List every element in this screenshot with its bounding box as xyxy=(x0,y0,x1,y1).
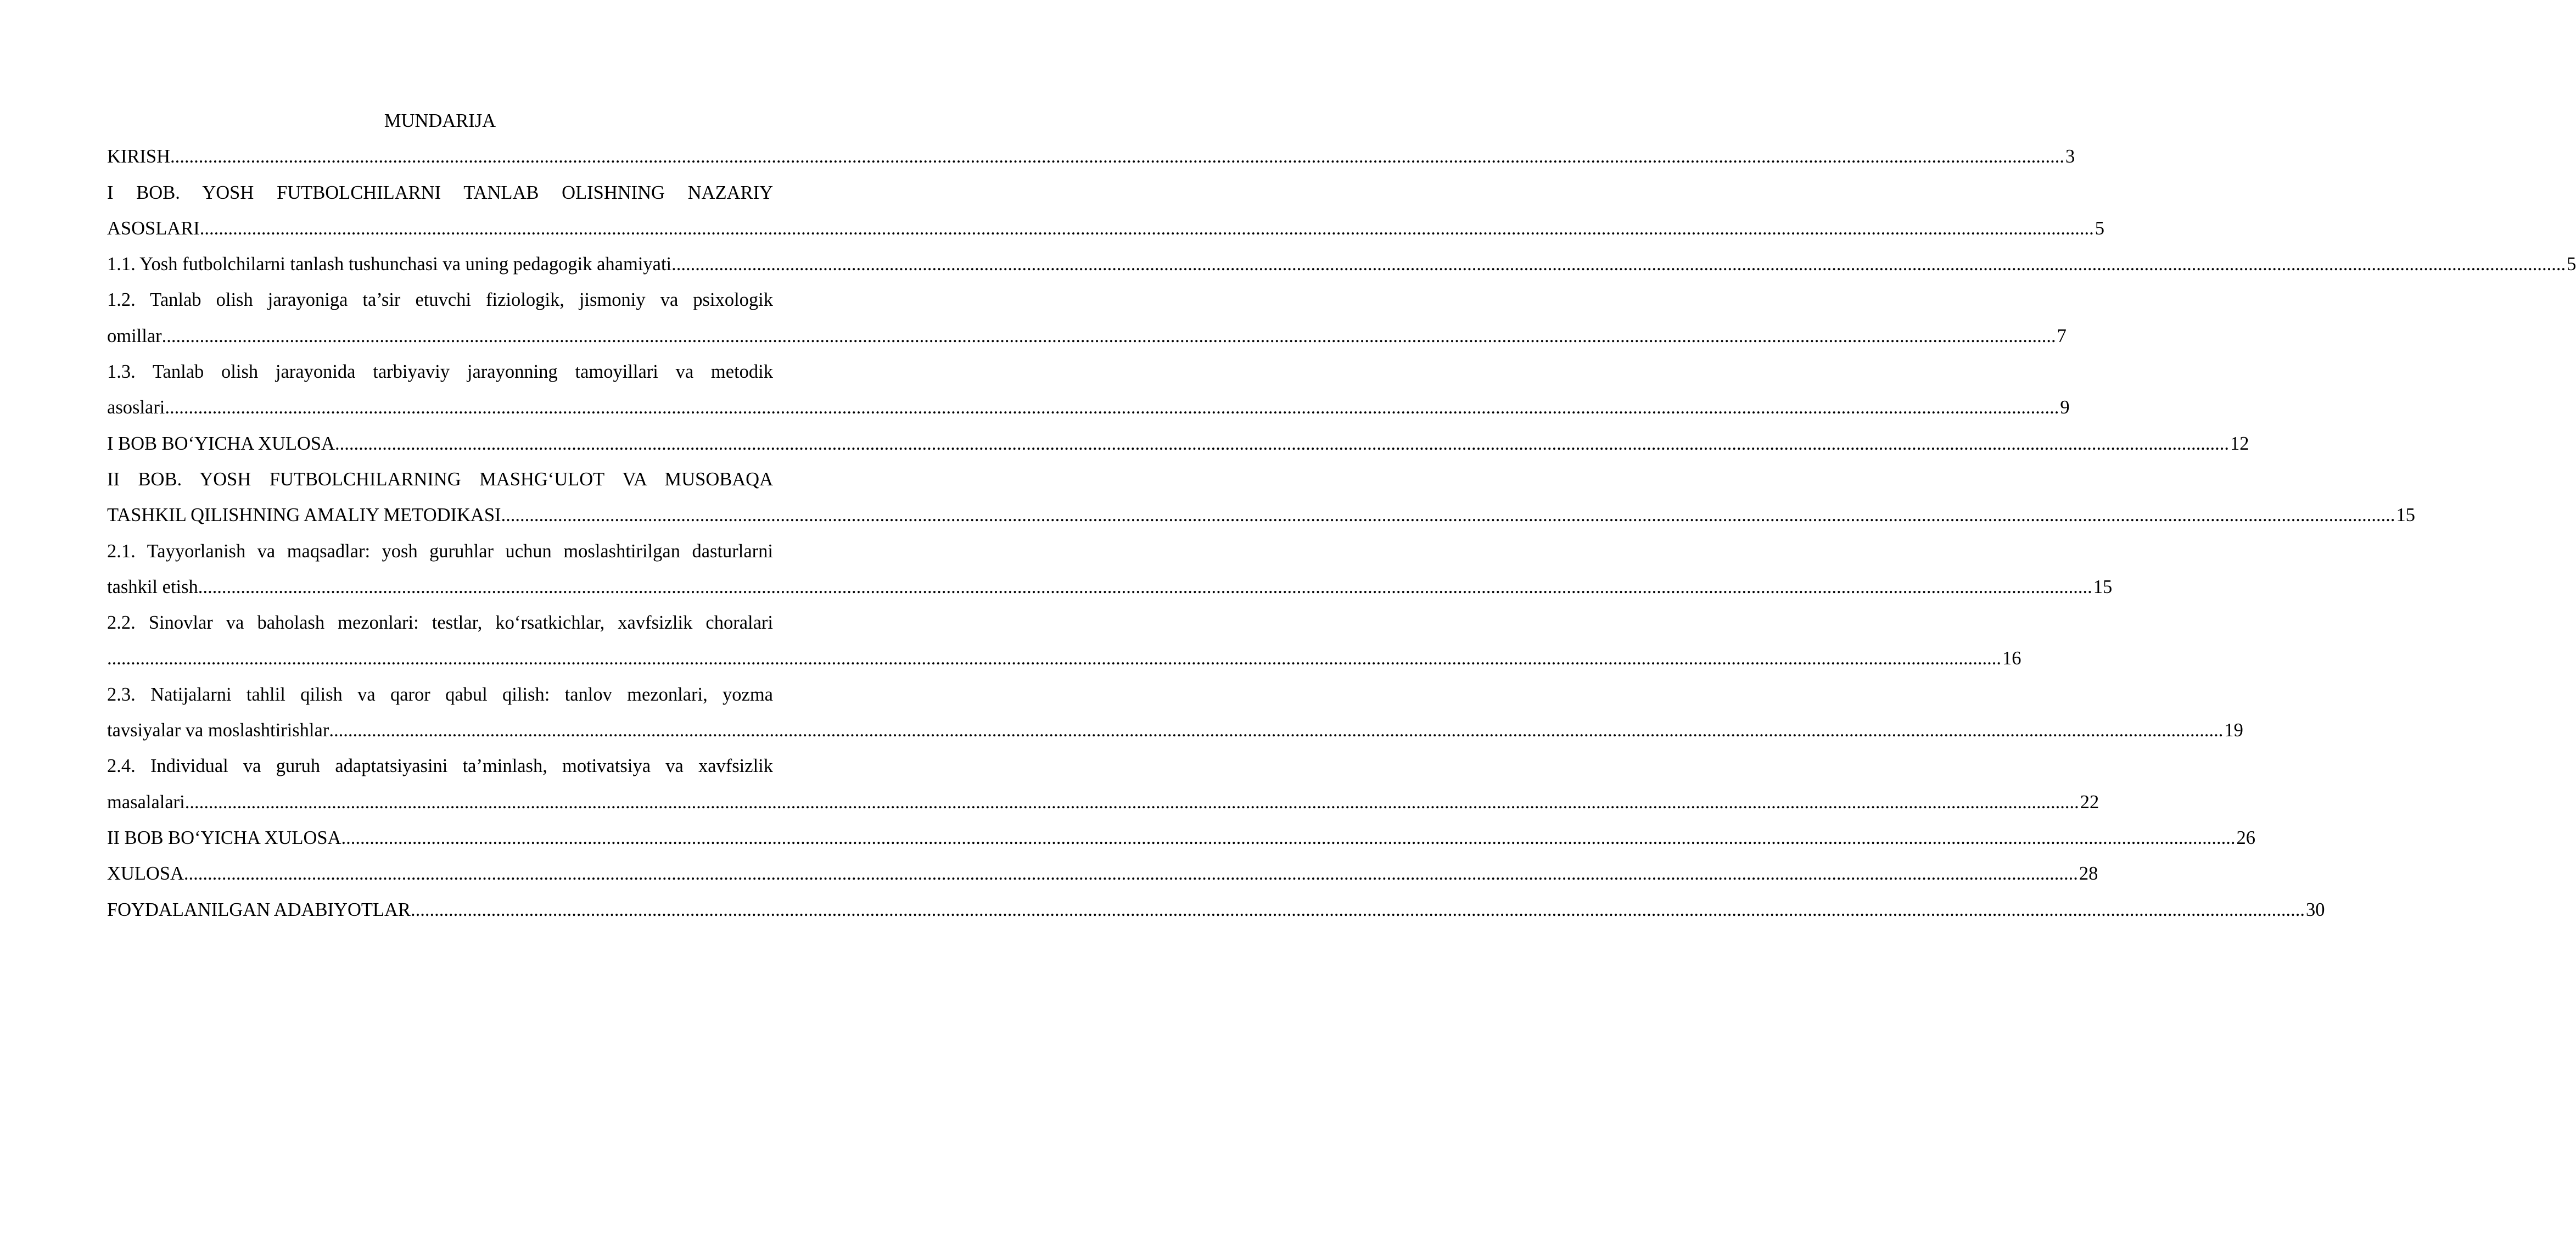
dot-leader: ................................................................................................................................................................................................................................................................................................................................................................................................................ xyxy=(329,720,2224,741)
toc-entry-last-line xyxy=(107,497,2416,533)
toc-page-number: 30 xyxy=(2305,899,2325,920)
dot-leader: ................................................................................................................................................................................................................................................................................................................................................................................................................ xyxy=(334,433,2229,454)
toc-entry-last-line xyxy=(107,318,2067,354)
dot-leader: ................................................................................................................................................................................................................................................................................................................................................................................................................ xyxy=(161,325,2056,346)
dot-leader: ................................................................................................................................................................................................................................................................................................................................................................................................................ xyxy=(183,863,2078,885)
toc-page-number: 16 xyxy=(2002,648,2021,669)
toc-page-number: 15 xyxy=(2093,576,2113,597)
toc-entry-text-line: 2.3. Natijalarni tahlil qilish va qaror qabul qilish: tanlov mezonlari, yozma xyxy=(107,684,773,705)
toc-entry-label: XULOSA xyxy=(107,856,184,892)
dot-leader: ................................................................................................................................................................................................................................................................................................................................................................................................................ xyxy=(341,827,2236,848)
toc-entry[interactable] xyxy=(107,605,2021,677)
toc-entry-text-line: 2.1. Tayyorlanish va maqsadlar: yosh guruhlar uchun moslashtirilgan dasturlarni xyxy=(107,540,773,562)
toc-entry-label: II BOB BO‘YICHA XULOSA xyxy=(107,820,341,856)
toc-entry-label: omillar xyxy=(107,318,162,354)
toc-entry-text-line: 1.2. Tanlab olish jarayoniga ta’sir etuvchi fiziologik, jismoniy va psixologik xyxy=(107,289,773,311)
toc-entry-last-line xyxy=(107,892,2325,928)
table-of-contents xyxy=(107,103,2576,928)
toc-entry[interactable] xyxy=(107,426,2249,462)
toc-entry[interactable] xyxy=(107,247,2576,282)
toc-entry-last-line xyxy=(107,785,2099,820)
dot-leader: ................................................................................................................................................................................................................................................................................................................................................................................................................ xyxy=(107,648,2001,669)
toc-entry-text-line: 1.3. Tanlab olish jarayonida tarbiyaviy jarayonning tamoyillari va metodik xyxy=(107,361,773,383)
toc-entry-label: tashkil etish xyxy=(107,569,198,605)
toc-entry[interactable] xyxy=(107,139,2075,175)
toc-entry-last-line xyxy=(107,247,2576,282)
toc-entry[interactable] xyxy=(107,892,2325,928)
toc-entry[interactable] xyxy=(107,354,2070,426)
toc-entry[interactable] xyxy=(107,820,2255,856)
toc-entry-label: masalalari xyxy=(107,785,185,820)
toc-page-number: 28 xyxy=(2079,863,2098,885)
toc-entry-label: 1.1. Yosh futbolchilarni tanlash tushunchasi va uning pedagogik ahamiyati xyxy=(107,247,671,282)
toc-page-number: 19 xyxy=(2224,720,2243,741)
toc-page-number: 12 xyxy=(2230,433,2249,454)
toc-entry[interactable] xyxy=(107,856,2098,892)
dot-leader: ................................................................................................................................................................................................................................................................................................................................................................................................................ xyxy=(199,217,2094,239)
toc-entry[interactable] xyxy=(107,175,2104,247)
toc-page-number: 22 xyxy=(2080,791,2099,813)
toc-entry-label: FOYDALANILGAN ADABIYOTLAR xyxy=(107,892,411,928)
toc-entry-last-line xyxy=(107,641,2021,676)
dot-leader: ................................................................................................................................................................................................................................................................................................................................................................................................................ xyxy=(184,791,2079,813)
toc-entry-label: asoslari xyxy=(107,390,165,426)
toc-entry-label: I BOB BO‘YICHA XULOSA xyxy=(107,426,335,462)
toc-page-number: 15 xyxy=(2396,505,2416,526)
toc-entry-text-line: I BOB. YOSH FUTBOLCHILARNI TANLAB OLISHNING NAZARIY xyxy=(107,182,773,203)
toc-page-number: 5 xyxy=(2095,217,2104,239)
toc-entry-last-line xyxy=(107,856,2098,892)
toc-entry-label: TASHKIL QILISHNING AMALIY METODIKASI xyxy=(107,497,501,533)
toc-entry-last-line xyxy=(107,713,2243,748)
toc-entry[interactable] xyxy=(107,282,2067,354)
toc-entry-text-line: II BOB. YOSH FUTBOLCHILARNING MASHG‘ULOT VA MUSOBAQA xyxy=(107,468,773,490)
toc-entry-last-line xyxy=(107,211,2104,247)
toc-entry-last-line xyxy=(107,569,2113,605)
toc-entries xyxy=(107,139,2576,928)
toc-page-number: 7 xyxy=(2057,325,2067,346)
dot-leader: ................................................................................................................................................................................................................................................................................................................................................................................................................ xyxy=(170,146,2065,167)
dot-leader: ................................................................................................................................................................................................................................................................................................................................................................................................................ xyxy=(165,397,2059,418)
toc-entry-label: KIRISH xyxy=(107,139,170,175)
toc-entry-last-line xyxy=(107,390,2070,426)
dot-leader: ................................................................................................................................................................................................................................................................................................................................................................................................................ xyxy=(198,576,2092,597)
toc-entry-last-line xyxy=(107,820,2255,856)
dot-leader: ................................................................................................................................................................................................................................................................................................................................................................................................................ xyxy=(410,899,2305,920)
toc-page-number: 5 xyxy=(2567,254,2576,275)
toc-page-number: 26 xyxy=(2236,827,2255,848)
toc-entry-last-line xyxy=(107,139,2075,175)
toc-entry[interactable] xyxy=(107,534,2113,606)
toc-title: MUNDARIJA xyxy=(384,110,496,131)
toc-page-number: 9 xyxy=(2060,397,2070,418)
toc-entry[interactable] xyxy=(107,748,2099,820)
toc-entry-label: tavsiyalar va moslashtirishlar xyxy=(107,713,329,748)
toc-entry-label: ASOSLARI xyxy=(107,211,200,247)
dot-leader: ................................................................................................................................................................................................................................................................................................................................................................................................................ xyxy=(671,254,2566,275)
toc-entry-last-line xyxy=(107,426,2249,462)
toc-entry[interactable] xyxy=(107,677,2243,749)
toc-entry-text-line: 2.4. Individual va guruh adaptatsiyasini ta’minlash, motivatsiya va xavfsizlik xyxy=(107,756,773,777)
toc-page-number: 3 xyxy=(2065,146,2075,167)
toc-entry[interactable] xyxy=(107,462,2416,534)
toc-entry-text-line: 2.2. Sinovlar va baholash mezonlari: testlar, ko‘rsatkichlar, xavfsizlik choralari xyxy=(107,612,773,634)
dot-leader: ................................................................................................................................................................................................................................................................................................................................................................................................................ xyxy=(501,505,2395,526)
